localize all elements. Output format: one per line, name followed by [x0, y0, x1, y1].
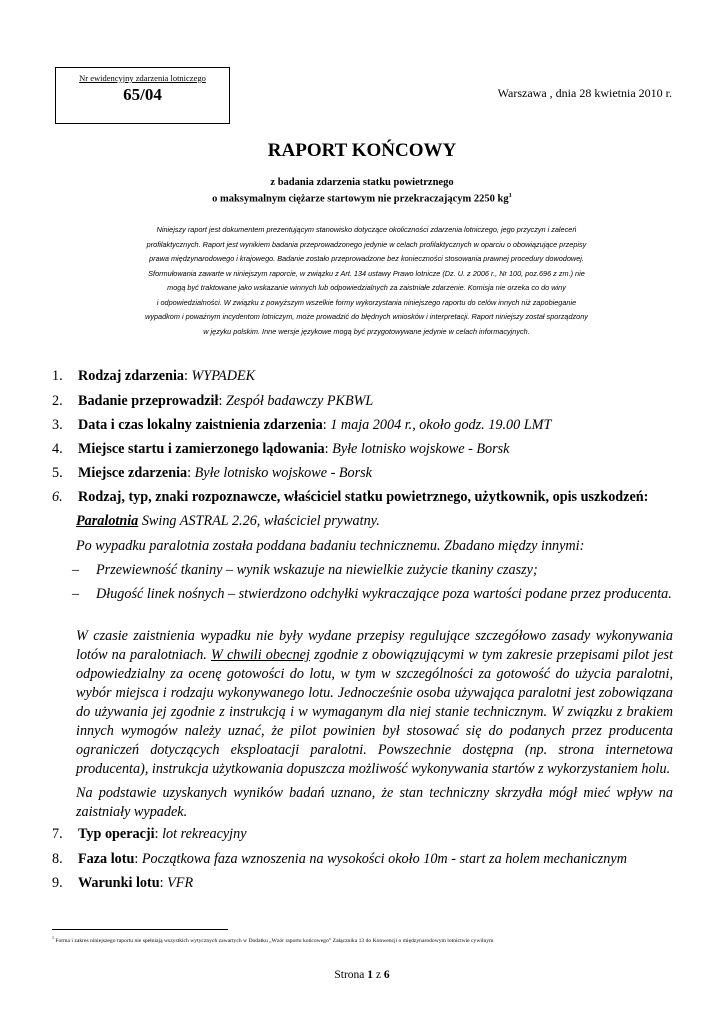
underlined-phrase: W chwili obecnej — [211, 647, 310, 663]
item-label: Rodzaj, typ, znaki rozpoznawcze, właściciel statku powietrznego, użytkownik, opis uszkodzeń — [78, 489, 644, 505]
item-label: Typ operacji — [78, 826, 155, 842]
disclaimer-line: mogą być traktowane jako wskazanie winnych lub odpowiedzialnych za zaistniałe zdarzenie. Komisja nie orzeka co do winy — [167, 283, 566, 292]
item-value: Byłe lotnisko wojskowe - Borsk — [332, 441, 510, 457]
technical-exam-intro: Po wypadku paralotnia została poddana badaniu technicznemu. Zbadano między innymi: — [76, 538, 585, 554]
disclaimer-line: Sformułowania zawarte w niniejszym raporcie, w związku z Art. 134 ustawy Prawo lotnicze (Dz. U. z 2006 r., Nr 100, poz.696 z zm.) nie — [148, 268, 585, 278]
item-aircraft-info: 6. Rodzaj, typ, znaki rozpoznawcze, właściciel statku powietrznego, użytkownik, opis uszkodzeń: — [52, 489, 649, 505]
item-value: Zespół badawczy PKBWL — [225, 393, 374, 409]
finding-text: Długość linek nośnych – stwierdzono odchyłki wykraczające poza wartości podane przez producenta. — [96, 586, 672, 602]
total-pages: 6 — [383, 969, 390, 981]
item-value: 1 maja 2004 r., około godz. 19.00 LMT — [330, 417, 552, 433]
finding-text: Przewiewność tkaniny – wynik wskazuje na niewielkie zużycie tkaniny czaszy; — [96, 562, 538, 578]
regulations-paragraph: W czasie zaistnienia wypadku nie były wydane przepisy regulujące szczegółowo zasady wykonywania lotów na paralotniach. W chwili obecnej zgodnie z obowiązującymi w tym zakresie przepisami pilot jest odpowiedzialny za ocenę gotowości do lotu, w tym w szczególności za gotowość do użycia paralotni, wybór miejsca i rodzaju wykonywanego lotu. Jednocześnie osoba używająca paralotni jest zobowiązana do używania jej zgodnie z instrukcją i w wymaganym dla niej stanie technicznym. W związku z brakiem innych wymogów należy uznać, że pilot powinien był stosować się do podanych przez producenta ograniczeń dotyczących eksploatacji paralotni. Powszechnie dostępna (np. strona internetowa producenta), instrukcja użytkowania dopuszcza możliwość wykonywania startów z wykorzystaniem holu. — [76, 628, 673, 777]
item-event-type: 1. Rodzaj zdarzenia: WYPADEK — [52, 368, 256, 384]
footnote-divider — [52, 929, 228, 930]
registry-number: 65/04 — [123, 85, 162, 104]
report-subtitle — [0, 176, 724, 206]
item-number: 9. — [52, 875, 63, 891]
item-number: 6. — [52, 489, 63, 505]
subtitle-line-2: o maksymalnym ciężarze startowym nie przekraczającym 2250 kg — [212, 193, 509, 205]
item-flight-conditions: 9. Warunki lotu: VFR — [52, 875, 194, 891]
item-label: Faza lotu — [78, 851, 135, 867]
item-value: lot rekreacyjny — [162, 826, 247, 842]
item-value: WYPADEK — [191, 368, 256, 384]
item-departure-landing: 4. Miejsce startu i zamierzonego lądowania: Byłe lotnisko wojskowe - Borsk — [52, 441, 510, 457]
conclusion-paragraph: Na podstawie uzyskanych wyników badań uznano, że stan techniczny skrzydła mógł mieć wpływ na zaistniały wypadek. — [76, 785, 673, 820]
finding-item — [72, 561, 673, 580]
place-date: Warszawa , dnia 28 kwietnia 2010 r. — [497, 86, 672, 100]
disclaimer-line: profilaktycznych. Raport jest wynikiem badania przeprowadzonego jedynie w celach profilaktycznych w oparciu o obowiązujące przepisy — [146, 239, 587, 249]
item-number: 1. — [52, 368, 63, 384]
dash-bullet: – — [72, 586, 80, 602]
item-label: Warunki lotu — [78, 875, 160, 891]
registry-box — [55, 67, 230, 124]
aircraft-details: Swing ASTRAL 2.26, właściciel prywatny. — [138, 513, 380, 529]
registry-label: Nr ewidencyjny zdarzenia lotniczego — [79, 73, 206, 83]
disclaimer-line: Niniejszy raport jest dokumentem prezentującym stanowisko dotyczące okoliczności zdarzenia lotniczego, jego przyczyn i zaleceń — [156, 225, 577, 234]
disclaimer-line: prawa międzynarodowego i krajowego. Badanie zostało przeprowadzone bez konieczności stosowania prawnej procedury dowodowej. — [149, 254, 584, 263]
page-number: Strona 1 z 6 — [334, 969, 390, 981]
item-label: Badanie przeprowadził — [78, 393, 219, 409]
item-value: Początkowa faza wznoszenia na wysokości około 10m - start za holem mechanicznym — [141, 851, 627, 867]
item-number: 8. — [52, 851, 63, 867]
footnote-text: Forma i zakres niniejszego raportu nie spełniają wszystkich wytycznych zawartych w Dodatku „Wzór raportu końcowego” Załącznika 13 do Konwencji o międzynarodowym lotnictwie cywilnym — [54, 937, 494, 944]
subtitle-line-1: z badania zdarzenia statku powietrznego — [270, 177, 454, 188]
disclaimer — [100, 223, 633, 339]
item-number: 3. — [52, 417, 63, 433]
finding-item — [72, 585, 673, 604]
footnote — [52, 935, 692, 944]
item-number: 4. — [52, 441, 63, 457]
item-label: Miejsce zdarzenia — [78, 465, 188, 481]
item-value: VFR — [167, 875, 194, 891]
disclaimer-line: w języku polskim. Inne wersje językowe mogą być przygotowywane jedynie w celach informacyjnych. — [203, 326, 530, 336]
item-number: 5. — [52, 465, 63, 481]
item-number: 7. — [52, 826, 63, 842]
aircraft-type: Paralotnia — [76, 513, 139, 529]
aircraft-description — [76, 512, 673, 531]
item-flight-phase: 8. Faza lotu: Początkowa faza wznoszenia na wysokości około 10m - start za holem mechanicznym — [52, 851, 627, 867]
item-label: Rodzaj zdarzenia — [78, 368, 184, 384]
item-location: 5. Miejsce zdarzenia: Byłe lotnisko wojskowe - Borsk — [52, 465, 372, 481]
footnote-mark: 1 — [52, 935, 54, 940]
item-date-time: 3. Data i czas lokalny zaistnienia zdarzenia: 1 maja 2004 r., około godz. 19.00 LMT — [52, 417, 552, 433]
dash-bullet: – — [72, 562, 80, 578]
item-label: Miejsce startu i zamierzonego lądowania — [78, 441, 325, 457]
disclaimer-line: i odpowiedzialności. W związku z powyższym wszelkie formy wykorzystania niniejszego raportu do celów innych niż zapobieganie — [156, 297, 577, 307]
current-page: 1 — [367, 969, 374, 981]
item-number: 2. — [52, 393, 63, 409]
footnote-ref: 1 — [508, 192, 512, 199]
item-value: Byłe lotnisko wojskowe - Borsk — [194, 465, 372, 481]
item-investigator: 2. Badanie przeprowadził: Zespół badawczy PKBWL — [52, 393, 374, 409]
item-operation-type: 7. Typ operacji: lot rekreacyjny — [52, 826, 247, 842]
report-title: RAPORT KOŃCOWY — [267, 140, 457, 161]
disclaimer-line: wypadkom i poważnym incydentom lotniczym, może prowadzić do błędnych wniosków i interpretacji. Raport niniejszy został sporządzony — [145, 312, 588, 321]
item-label: Data i czas lokalny zaistnienia zdarzenia — [78, 417, 323, 433]
